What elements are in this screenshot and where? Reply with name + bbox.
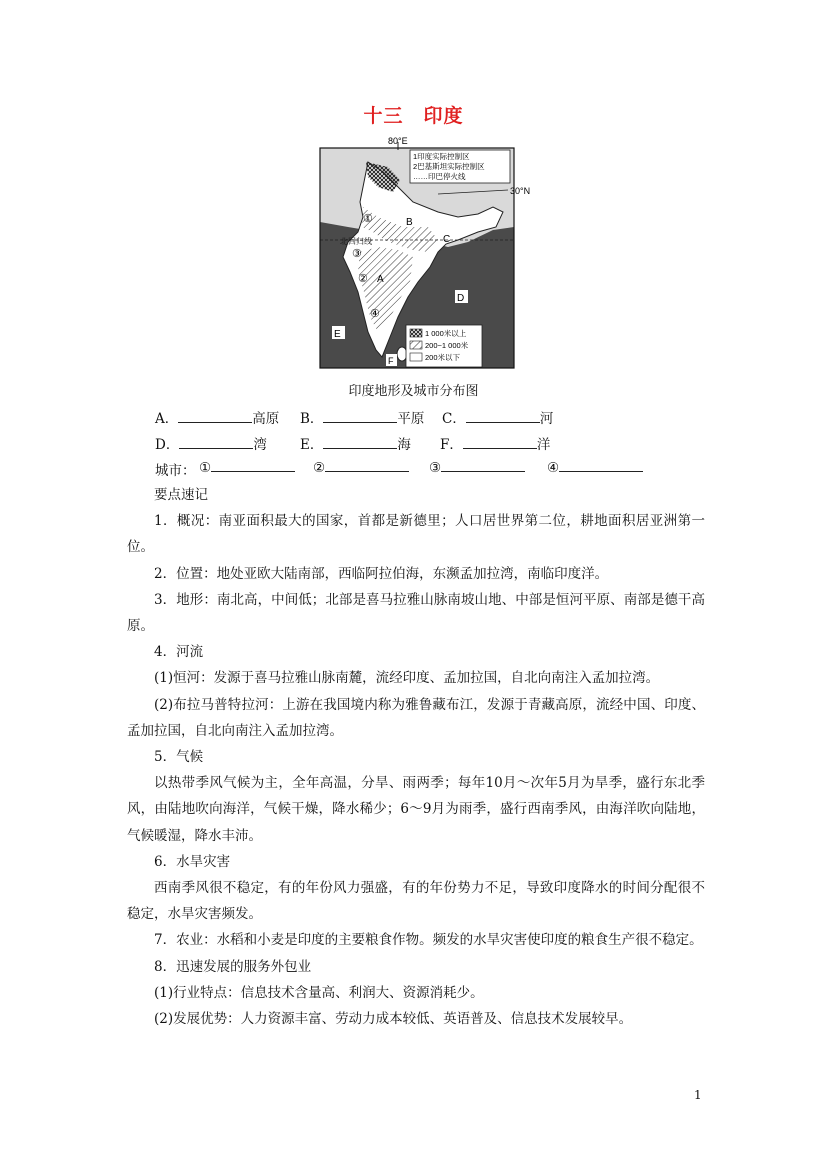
note-8b: (2)发展优势：人力资源丰富、劳动力成本较低、英语普及、信息技术发展较早。 <box>154 1011 633 1028</box>
blank-city-1: ① <box>199 459 295 476</box>
blank-e-line[interactable] <box>323 436 397 449</box>
blank-a: A． 高原 <box>155 411 280 427</box>
blank-d-line[interactable] <box>179 436 253 449</box>
blank-f-line[interactable] <box>463 436 537 449</box>
legend-elev-3: 200米以下 <box>425 353 461 362</box>
tropic-label: 北回归线 <box>340 237 372 246</box>
map-letter-a: A <box>377 274 384 285</box>
map-caption: 印度地形及城市分布图 <box>348 384 479 399</box>
notes-body <box>127 482 705 1032</box>
note-3: 3．地形：南北高，中间低；北部是喜马拉雅山脉南坡山地、中部是恒河平原、南部是德干高原。 <box>127 591 705 635</box>
map-letter-e: E <box>334 329 341 340</box>
legend-control-3: ……印巴停火线 <box>413 172 466 181</box>
map-letter-d: D <box>457 293 465 304</box>
map-city-3: ③ <box>352 247 362 260</box>
legend-elev-2: 200~1 000米 <box>425 341 469 350</box>
note-8a: (1)行业特点：信息技术含量高、利润大、资源消耗少。 <box>154 984 484 1001</box>
blank-city-3: ③ <box>429 459 525 476</box>
note-4: 4．河流 <box>154 644 204 661</box>
blank-b-line[interactable] <box>323 410 397 423</box>
india-map <box>318 132 531 372</box>
page-title: 十三 印度 <box>363 105 464 127</box>
note-8: 8．迅速发展的服务外包业 <box>154 958 312 975</box>
cities-label: 城市： <box>155 463 196 479</box>
blank-city-4: ④ <box>547 459 643 476</box>
map-letter-f: F <box>388 356 394 366</box>
note-6a: 西南季风很不稳定，有的年份风力强盛，有的年份势力不足，导致印度降水的时间分配很不稳定，水旱灾害频发。 <box>127 880 705 923</box>
note-5a: 以热带季风气候为主，全年高温，分旱、雨两季；每年10月～次年5月为旱季，盛行东北季风，由陆地吹向海洋，气候干燥，降水稀少；6～9月为雨季，盛行西南季风，由海洋吹向陆地，气候暖湿，降水丰沛。 <box>127 775 705 844</box>
blank-c: C． 河 <box>442 411 554 427</box>
blank-city-2: ② <box>313 459 409 476</box>
map-city-1: ① <box>363 212 373 225</box>
note-2: 2．位置：地处亚欧大陆南部，西临阿拉伯海，东濒孟加拉湾，南临印度洋。 <box>154 565 609 582</box>
map-letter-b: B <box>406 217 413 228</box>
note-6: 6．水旱灾害 <box>154 853 231 870</box>
map-city-2: ② <box>358 272 368 285</box>
lat-label: 30°N <box>510 186 531 196</box>
note-5: 5．气候 <box>154 749 204 766</box>
blank-c-line[interactable] <box>466 410 540 423</box>
blank-b: B． 平原 <box>300 411 425 427</box>
blank-a-line[interactable] <box>178 410 252 423</box>
note-1: 1．概况：南亚面积最大的国家，首都是新德里；人口居世界第二位，耕地面积居亚洲第一位。 <box>127 513 705 556</box>
note-4a: (1)恒河：发源于喜马拉雅山脉南麓，流经印度、孟加拉国，自北向南注入孟加拉湾。 <box>154 670 660 687</box>
blank-f: F． 洋 <box>440 437 551 453</box>
blank-e: E． 海 <box>300 437 411 453</box>
legend-elev-1: 1 000米以上 <box>425 329 467 338</box>
lon-label: 80°E <box>388 136 408 146</box>
note-7: 7．农业：水稻和小麦是印度的主要粮食作物。频发的水旱灾害使印度的粮食生产很不稳定。 <box>154 932 703 949</box>
page-number: 1 <box>694 1088 702 1102</box>
map-letter-c: C <box>443 234 451 245</box>
note-4b: (2)布拉马普特拉河：上游在我国境内称为雅鲁藏布江，发源于青藏高原，流经中国、印度、孟加拉国，自北向南注入孟加拉湾。 <box>127 696 705 739</box>
legend-control-1: 1印度实际控制区 <box>413 152 470 161</box>
blank-d: D． 湾 <box>155 437 267 453</box>
map-city-4: ④ <box>370 307 380 320</box>
notes-heading: 要点速记 <box>154 487 208 503</box>
legend-control-2: 2巴基斯坦实际控制区 <box>413 162 485 171</box>
